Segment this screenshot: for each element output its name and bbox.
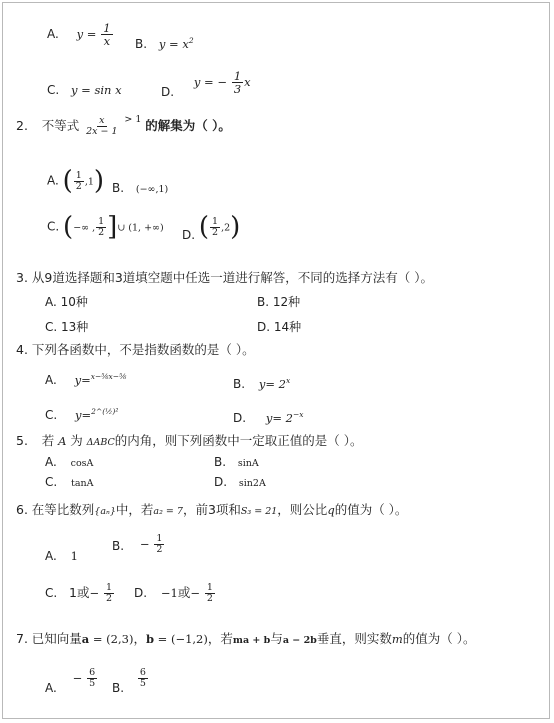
numerator: 1 [105,582,112,594]
q1-option-c [47,83,122,97]
q7-vector-b: b [145,632,155,646]
q2-option-a [47,168,104,194]
q7-vector-a: a [81,632,90,646]
q6-option-d-or: 或 [177,585,191,600]
numerator: 1 [75,169,82,181]
q5-option-a [45,455,93,469]
option-label: C. [45,408,58,422]
q6-option-a [45,549,78,563]
q7-option-b [112,667,149,695]
q1-option-c-expr: y = sin x [71,83,122,97]
exponent: −x [293,410,304,419]
q2-option-d-tail: ,2 [221,222,231,234]
q5-triangle: ΔABC [86,437,115,448]
q3-option-c: C. 13种 [45,320,89,334]
q6-option-d-fraction [205,583,215,604]
q5-var-a: A [58,434,67,448]
q4-option-c [45,407,118,422]
q6-s3: S₃ = 21 [240,506,278,517]
denominator: 3 [233,82,242,97]
q1-option-d [161,69,251,100]
q6-text-2: 中，若 [115,502,154,517]
q2-text-before: 不等式 [41,118,80,133]
q5-option-c [45,475,94,489]
question-number: 2. [16,118,28,133]
denominator: 2 [98,226,105,238]
q5-stem [16,431,362,449]
q2-option-a-fraction [74,171,84,192]
q5-option-a-expr: cosA [70,458,94,469]
q5-option-d-expr: sin2A [238,478,266,489]
left-paren: ( [62,166,73,196]
q4-option-b [233,376,290,391]
q6-option-c-expr: 1或 [69,585,90,600]
option-label: B. [135,37,148,51]
numerator: 1 [206,582,213,594]
q6-option-c-lhs: − [89,586,100,600]
q2-option-c-fraction [96,217,106,238]
q7-separator: ， [133,631,146,646]
numerator: 1 [212,215,219,227]
denominator: x [103,34,111,49]
q6-text-3: ，前3项和 [182,502,241,517]
q2-option-c-tail: ∪ (1, +∞) [117,222,164,234]
right-paren: ) [230,212,241,242]
q5-option-b [214,455,259,469]
q7-option-a [45,667,98,695]
q2-stem [16,116,231,137]
denominator: 2 [156,543,163,555]
page-frame [2,2,550,719]
question-number: 7. [16,631,28,646]
option-label: B. [233,377,246,391]
q2-inequality: > 1 [124,114,142,125]
option-label: B. [112,680,125,695]
option-label: A. [45,373,57,387]
option-label: D. [182,227,196,242]
denominator: 5 [139,677,146,689]
q6-option-a-expr: 1 [70,549,78,563]
q1-option-a-fraction [101,22,112,47]
denominator: 2 [206,593,213,604]
option-label: C. [45,475,58,489]
q6-sequence: {aₙ} [94,506,116,517]
q2-option-a-tail: ,1 [84,176,94,188]
q5-text-3: 的内角，则下列函数中一定取正值的是（ ）。 [114,433,363,448]
q3-option-b: B. 12种 [257,295,301,309]
q6-option-d-expr: −1 [160,586,178,600]
denominator: 2x − 1 [86,126,118,137]
numerator: x [99,115,105,127]
q2-text-after: 的解集为（ ）。 [145,118,231,133]
denominator: 2 [212,226,219,238]
option-label: D. [233,411,247,425]
q6-option-b [112,534,165,555]
q4-option-a [45,372,126,387]
q7-expr-1: ma + b [232,635,271,646]
q2-fraction [84,116,119,137]
q7-text-4: 垂直，则实数 [316,631,392,646]
numerator: 6 [89,667,96,678]
q6-a2: a₂ = 7 [153,506,183,517]
q4-option-d [233,410,304,425]
q1-option-b [135,36,194,51]
exponent: x−⁵⁄₆x−⁵⁄₆ [90,372,127,381]
q2-option-c [47,214,164,240]
q7-text-1: 已知向量 [31,631,82,646]
q2-option-c-head: −∞ , [73,222,96,234]
q6-option-d-lhs: − [190,586,200,600]
q5-text-1: 若 [41,433,55,448]
option-label: D. [161,85,175,100]
q6-option-b-fraction [154,534,164,555]
question-number: 6. [16,502,28,517]
question-number: 5. [16,433,28,448]
denominator: 5 [89,677,96,689]
q4-option-c-expr: y= [75,408,92,422]
numerator: 1 [233,69,242,83]
option-label: C. [47,83,60,97]
denominator: 2 [105,593,112,604]
q6-option-c-fraction [104,583,114,604]
q6-option-b-lhs: − [139,536,150,551]
left-paren: ( [63,212,74,242]
numerator: 1 [156,533,163,544]
q7-stem [16,629,475,647]
exponent: x [285,376,291,385]
q7-expr-2: a − 2b [282,635,317,646]
q7-text-3: 与 [270,631,283,646]
q5-option-c-expr: tanA [71,478,94,489]
q4-stem: 4. 下列各函数中，不是指数函数的是（ ）。 [16,342,255,357]
q3-option-a: A. 10种 [45,295,88,309]
right-paren: ) [93,166,105,196]
q4-option-d-expr: y= 2 [265,411,293,425]
q1-option-d-fraction [232,70,243,95]
q7-option-a-fraction [87,668,97,689]
q5-option-d [214,475,266,489]
q7-vector-a-value: = (2,3) [89,632,134,646]
option-label: B. [112,181,125,195]
denominator: 2 [75,180,82,192]
q2-option-b-expr: (−∞,1) [135,184,169,195]
option-label: C. [47,219,60,234]
numerator: 1 [103,21,111,35]
q4-option-a-expr: y= [74,373,91,387]
option-label: A. [47,27,59,42]
q6-stem [16,500,407,518]
option-label: A. [47,173,59,188]
q7-option-a-lhs: − [72,670,83,685]
q6-option-d [134,583,216,604]
q7-m: m [391,632,403,646]
q1-option-d-var: x [244,75,251,90]
q7-text-5: 的值为（ ）。 [402,631,476,646]
q6-text-4: ，则公比 [277,502,328,517]
q2-option-d [182,214,240,240]
q6-q: q [327,503,335,517]
q3-option-d: D. 14种 [257,320,302,334]
option-label: A. [45,455,57,469]
option-label: D. [214,475,228,489]
q1-option-a [47,22,114,47]
numerator: 1 [98,215,105,227]
exponent: 2 [188,36,194,45]
option-label: B. [112,538,125,553]
numerator: 6 [139,667,146,678]
option-label: C. [45,586,58,600]
q1-option-b-expr: y = x [158,37,189,51]
option-label: D. [134,586,148,600]
left-paren: ( [198,212,210,242]
q7-vector-b-value: = (−1,2) [154,632,208,646]
q7-option-b-fraction [138,668,148,689]
option-label: A. [45,549,57,563]
option-label: A. [45,680,57,695]
option-label: B. [214,455,227,469]
q6-text-5: 的值为（ ）。 [334,502,408,517]
q7-text-2: ，若 [207,631,233,646]
q4-option-b-expr: y= 2 [258,377,286,391]
q5-text-2: 为 [70,433,83,448]
q1-option-a-lhs: y = [76,27,97,42]
q2-option-d-fraction [210,217,220,238]
q6-option-c [45,583,115,604]
exponent: 2^(½)² [91,407,119,416]
right-bracket: ] [107,212,118,242]
q5-option-b-expr: sinA [237,458,259,469]
q2-option-b [112,181,168,195]
q6-text-1: 在等比数列 [31,502,95,517]
q1-option-d-lhs: y = − [193,75,227,90]
q3-stem: 3. 从9道选择题和3道填空题中任选一道进行解答，不同的选择方法有（ ）。 [16,270,434,285]
